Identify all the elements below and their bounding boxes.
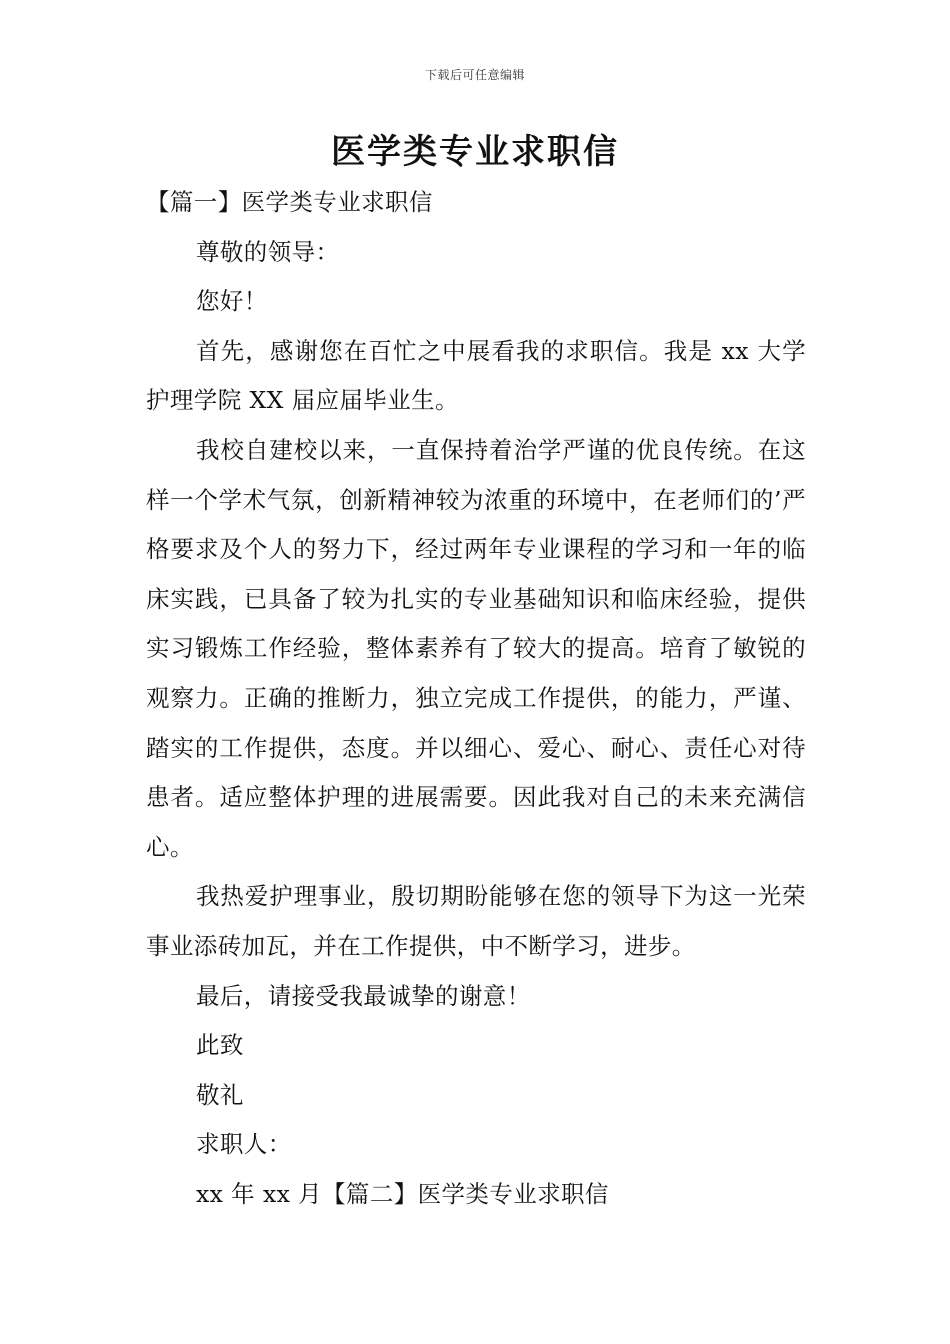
section-heading: 【篇一】医学类专业求职信 xyxy=(146,188,433,216)
header-note: 下载后可任意编辑 xyxy=(424,68,525,82)
letter-body xyxy=(146,178,806,1219)
closing-line-1: 此致 xyxy=(196,1031,244,1060)
date-and-next-section: xx 年 xx 月【篇二】医学类专业求职信 xyxy=(196,1179,609,1208)
salutation: 尊敬的领导： xyxy=(196,237,340,266)
applicant-label: 求职人： xyxy=(196,1130,292,1159)
paragraph-aspiration: 我热爱护理事业，殷切期盼能够在您的领导下为这一光荣事业添砖加瓦，并在工作提供，中不断学习，进步。 xyxy=(146,882,806,960)
closing-line-2: 敬礼 xyxy=(196,1080,244,1109)
document-title: 医学类专业求职信 xyxy=(331,132,619,172)
paragraph-school: 我校自建校以来，一直保持着治学严谨的优良传统。在这样一个学术气氛，创新精神较为浓重的环境中，在老师们的’严格要求及个人的努力下，经过两年专业课程的学习和一年的临床实践，已具备了较为扎实的专业基础知识和临床经验，提供实习锻炼工作经验，整体素养有了较大的提高。培育了敏锐的观察力。正确的推断力，独立完成工作提供，的能力，严谨、踏实的工作提供，态度。并以细心、爱心、耐心、责任心对待患者。适应整体护理的进展需要。因此我对自己的未来充满信心。 xyxy=(146,435,806,861)
paragraph-intro: 首先，感谢您在百忙之中展看我的求职信。我是 xx 大学护理学院 XX 届应届毕业生。 xyxy=(146,336,806,415)
closing-thanks: 最后，请接受我最诚挚的谢意！ xyxy=(196,981,531,1010)
greeting: 您好！ xyxy=(196,287,268,316)
